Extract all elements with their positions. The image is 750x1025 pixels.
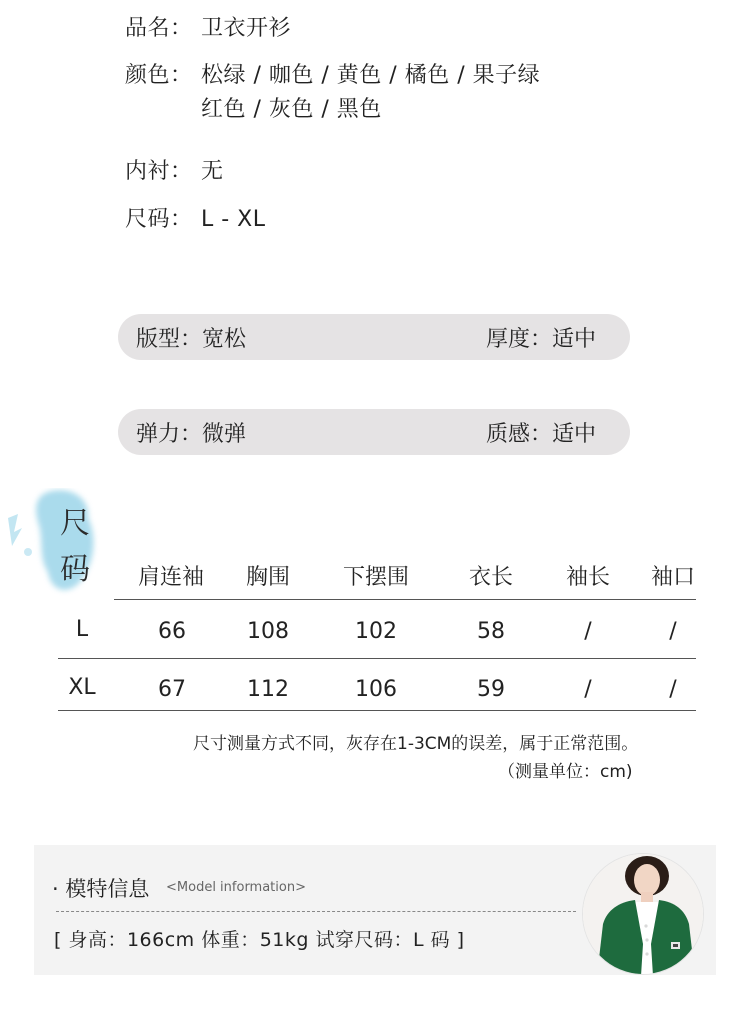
watercolor-splash xyxy=(8,488,108,598)
table-cell: 58 xyxy=(477,619,505,644)
table-row-label-l: L xyxy=(75,617,89,642)
info-lining-value: 无 xyxy=(201,159,224,184)
table-header-shoulder-sleeve: 肩连袖 xyxy=(137,565,204,590)
table-cell: 66 xyxy=(158,619,186,644)
attribute-pill-fit xyxy=(118,314,630,360)
table-divider-bottom xyxy=(58,710,696,711)
table-cell: 108 xyxy=(247,619,289,644)
attribute-pill-elasticity xyxy=(118,409,630,455)
info-size xyxy=(125,205,266,235)
attribute-thickness: 厚度：适中 xyxy=(486,327,597,352)
info-color-value-line1: 松绿 / 咖色 / 黄色 / 橘色 / 果子绿 xyxy=(201,63,541,88)
table-cell: 106 xyxy=(355,677,397,702)
info-lining xyxy=(125,157,224,187)
table-header-sleeve-length: 袖长 xyxy=(565,565,610,590)
info-name-label: 品名： xyxy=(125,16,193,41)
table-cell: 102 xyxy=(355,619,397,644)
model-info-subtitle: <Model information> xyxy=(166,880,306,895)
info-name xyxy=(125,14,291,44)
info-color-label: 颜色： xyxy=(125,63,193,88)
table-cell: / xyxy=(669,619,677,644)
size-badge-char-2: 码 xyxy=(60,552,90,587)
attribute-texture: 质感：适中 xyxy=(486,422,597,447)
attribute-fit: 版型：宽松 xyxy=(136,327,247,352)
info-lining-label: 内衬： xyxy=(125,159,193,184)
unit-note: （测量单位：cm) xyxy=(498,762,633,782)
table-header-cuff: 袖口 xyxy=(650,565,695,590)
table-row-label-xl: XL xyxy=(68,675,96,700)
table-header-hem: 下摆围 xyxy=(342,565,409,590)
table-cell: 67 xyxy=(158,677,186,702)
model-avatar xyxy=(582,853,704,975)
table-cell: / xyxy=(584,619,592,644)
info-color-value-line2: 红色 / 灰色 / 黑色 xyxy=(201,97,382,122)
info-name-value: 卫衣开衫 xyxy=(201,16,292,41)
size-badge xyxy=(8,488,108,598)
table-cell: 59 xyxy=(477,677,505,702)
table-header-chest: 胸围 xyxy=(245,565,290,590)
info-color xyxy=(125,61,540,91)
size-note: 尺寸测量方式不同，灰存在1-3CM的误差，属于正常范围。 xyxy=(193,734,639,754)
table-cell: / xyxy=(584,677,592,702)
table-divider-row-1 xyxy=(58,658,696,659)
info-color-line2 xyxy=(201,95,382,125)
model-stats: [ 身高：166cm 体重：51kg 试穿尺码：L 码 ] xyxy=(54,929,465,951)
model-info-divider xyxy=(56,911,576,912)
model-photo-illustration xyxy=(583,854,704,975)
table-divider-header xyxy=(114,599,696,600)
attribute-elasticity: 弹力：微弹 xyxy=(136,422,247,447)
table-cell: 112 xyxy=(247,677,289,702)
info-size-value: L - XL xyxy=(201,207,266,232)
table-header-length: 衣长 xyxy=(468,565,513,590)
size-badge-char-1: 尺 xyxy=(60,506,90,541)
table-cell: / xyxy=(669,677,677,702)
info-size-label: 尺码： xyxy=(125,207,193,232)
model-info-title: · 模特信息 xyxy=(52,877,150,901)
